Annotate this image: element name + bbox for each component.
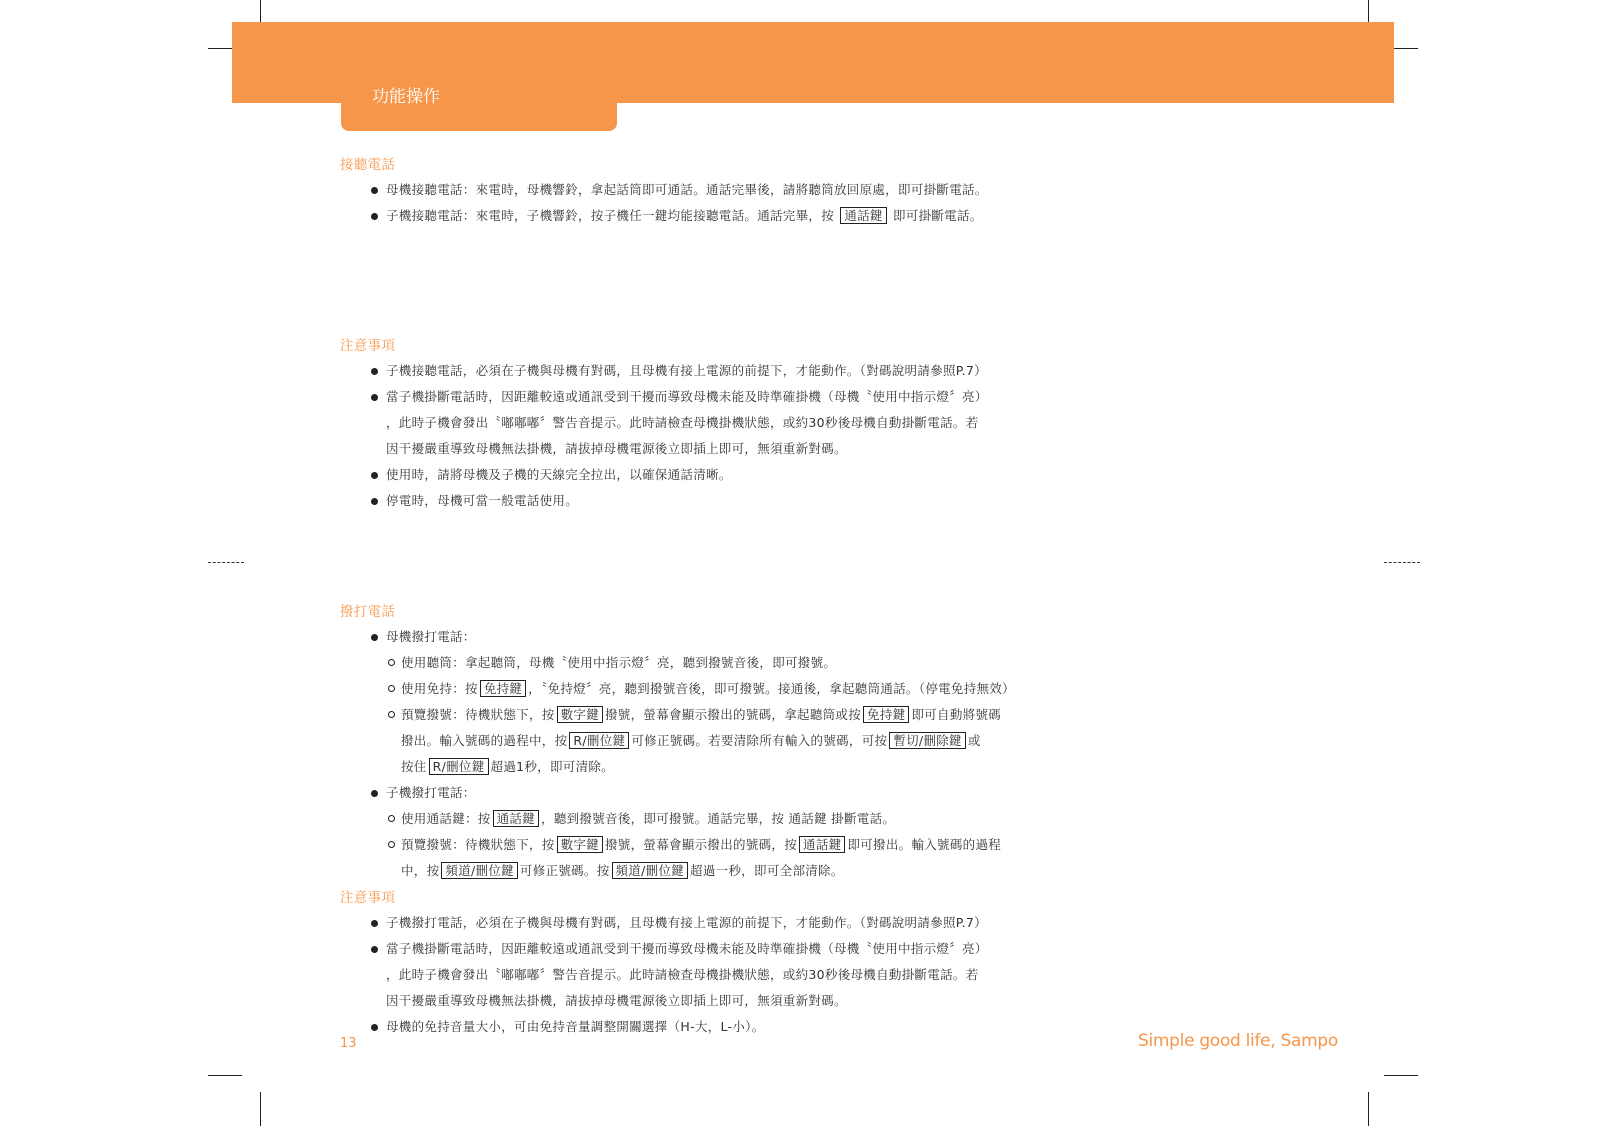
list-item bbox=[340, 936, 1070, 1014]
item-text: 母機撥打電話： bbox=[386, 629, 476, 644]
item-text: 因干擾嚴重導致母機無法掛機，請拔掉母機電源後立即插上即可，無須重新對碼。 bbox=[386, 441, 847, 456]
r-delete-key-label: R/刪位鍵 bbox=[569, 732, 629, 749]
number-key-label: 數字鍵 bbox=[557, 706, 603, 723]
item-text: 子機撥打電話： bbox=[386, 785, 476, 800]
item-text: 子機接聽電話，必須在子機與母機有對碼，且母機有接上電源的前提下，才能動作。（對碼說明請參照P.7） bbox=[386, 363, 987, 378]
item-text: 子機接聽電話：來電時，子機響鈴，按子機任一鍵均能接聽電話。通話完畢，按 bbox=[386, 208, 835, 223]
item-text: 當子機掛斷電話時，因距離較遠或通訊受到干擾而導致母機未能及時準確掛機（母機〝使用中指示燈〞亮） bbox=[386, 941, 988, 956]
section-notes-answer bbox=[340, 334, 1070, 514]
item-text: ，此時子機會發出〝嘟嘟嘟〞警告音提示。此時請檢查母機掛機狀態，或約30秒後母機自動掛斷電話。若 bbox=[386, 415, 979, 430]
section-notes-dial bbox=[340, 886, 1070, 1040]
item-text: 超過一秒，即可全部清除。 bbox=[690, 863, 844, 878]
section-answer-call bbox=[340, 153, 1070, 229]
item-text: 撥號，螢幕會顯示撥出的號碼，按 bbox=[605, 837, 798, 852]
sub-list-item bbox=[340, 702, 1070, 780]
page-number: 13 bbox=[340, 1036, 357, 1051]
item-text: 使用聽筒：拿起聽筒，母機〝使用中指示燈〞亮，聽到撥號音後，即可撥號。 bbox=[401, 655, 837, 670]
item-text: 超過1秒，即可清除。 bbox=[490, 759, 614, 774]
number-key-label: 數字鍵 bbox=[557, 836, 603, 853]
sub-list-item bbox=[340, 832, 1070, 884]
r-delete-key-label: R/刪位鍵 bbox=[429, 758, 489, 775]
item-text: ，〝免持燈〞亮，聽到撥號音後，即可撥號。接通後，拿起聽筒通話。（停電免持無效） bbox=[528, 681, 1015, 696]
list-item bbox=[340, 384, 1070, 462]
item-text: 使用通話鍵：按 bbox=[401, 811, 491, 826]
item-text: 母機的免持音量大小，可由免持音量調整開關選擇（H-大，L-小）。 bbox=[386, 1019, 765, 1034]
channel-delete-key-label: 頻道/刪位鍵 bbox=[612, 862, 689, 879]
header-tab bbox=[341, 103, 617, 131]
list-item bbox=[340, 780, 1070, 806]
item-text: 按住 bbox=[401, 759, 427, 774]
item-text: 預覽撥號：待機狀態下，按 bbox=[401, 837, 555, 852]
crop-mark bbox=[260, 1092, 261, 1126]
section-title: 接聽電話 bbox=[340, 157, 396, 173]
item-text: 即可撥出。輸入號碼的過程 bbox=[847, 837, 1002, 852]
brand-slogan: Simple good life, Sampo bbox=[1138, 1031, 1338, 1051]
section-make-call bbox=[340, 600, 1070, 884]
item-text: 中，按 bbox=[401, 863, 440, 878]
fold-mark bbox=[208, 562, 244, 563]
list-item bbox=[340, 358, 1070, 384]
list-item bbox=[340, 624, 1070, 650]
item-text: 使用免持：按 bbox=[401, 681, 478, 696]
talk-key-label: 通話鍵 bbox=[799, 836, 845, 853]
item-text: 停電時，母機可當一般電話使用。 bbox=[386, 493, 579, 508]
item-text: 當子機掛斷電話時，因距離較遠或通訊受到干擾而導致母機未能及時準確掛機（母機〝使用中指示燈〞亮） bbox=[386, 389, 988, 404]
item-text: 即可自動將號碼 bbox=[911, 707, 1002, 722]
list-item bbox=[340, 488, 1070, 514]
item-text: 使用時，請將母機及子機的天線完全拉出，以確保通話清晰。 bbox=[386, 467, 732, 482]
sub-list-item bbox=[340, 676, 1070, 702]
handsfree-key-label: 免持鍵 bbox=[863, 706, 909, 723]
section-title: 注意事項 bbox=[340, 890, 396, 906]
item-text: 可修正號碼。若要清除所有輸入的號碼，可按 bbox=[631, 733, 888, 748]
item-text: 子機撥打電話，必須在子機與母機有對碼，且母機有接上電源的前提下，才能動作。（對碼說明請參照P.7） bbox=[386, 915, 987, 930]
item-text: ，聽到撥號音後，即可撥號。通話完畢，按 通話鍵 掛斷電話。 bbox=[541, 811, 896, 826]
item-text: 撥號，螢幕會顯示撥出的號碼，拿起聽筒或按 bbox=[605, 707, 862, 722]
sub-list-item bbox=[340, 806, 1070, 832]
list-item bbox=[340, 177, 1070, 203]
list-item bbox=[340, 1014, 1070, 1040]
list-item bbox=[340, 462, 1070, 488]
section-title: 注意事項 bbox=[340, 338, 396, 354]
page-title: 功能操作 bbox=[372, 87, 440, 107]
talk-key-label: 通話鍵 bbox=[493, 810, 539, 827]
item-text: ，此時子機會發出〝嘟嘟嘟〞警告音提示。此時請檢查母機掛機狀態，或約30秒後母機自動掛斷電話。若 bbox=[386, 967, 979, 982]
channel-delete-key-label: 頻道/刪位鍵 bbox=[441, 862, 518, 879]
crop-mark bbox=[1384, 1075, 1418, 1076]
item-text: 或 bbox=[967, 733, 981, 748]
item-text: 即可掛斷電話。 bbox=[892, 208, 983, 223]
handsfree-key-label: 免持鍵 bbox=[480, 680, 526, 697]
list-item bbox=[340, 910, 1070, 936]
item-text: 撥出。輸入號碼的過程中，按 bbox=[401, 733, 568, 748]
item-text: 母機接聽電話：來電時，母機響鈴，拿起話筒即可通話。通話完畢後，請將聽筒放回原處，即可掛斷電話。 bbox=[386, 182, 988, 197]
crop-mark bbox=[1368, 1092, 1369, 1126]
item-text: 可修正號碼。按 bbox=[519, 863, 610, 878]
fold-mark bbox=[1384, 562, 1420, 563]
item-text: 預覽撥號：待機狀態下，按 bbox=[401, 707, 555, 722]
flash-delete-key-label: 暫切/刪除鍵 bbox=[889, 732, 966, 749]
section-title: 撥打電話 bbox=[340, 604, 396, 620]
item-text: 因干擾嚴重導致母機無法掛機，請拔掉母機電源後立即插上即可，無須重新對碼。 bbox=[386, 993, 847, 1008]
talk-key-label: 通話鍵 bbox=[840, 207, 886, 224]
sub-list-item bbox=[340, 650, 1070, 676]
list-item bbox=[340, 203, 1070, 229]
crop-mark bbox=[208, 1075, 242, 1076]
